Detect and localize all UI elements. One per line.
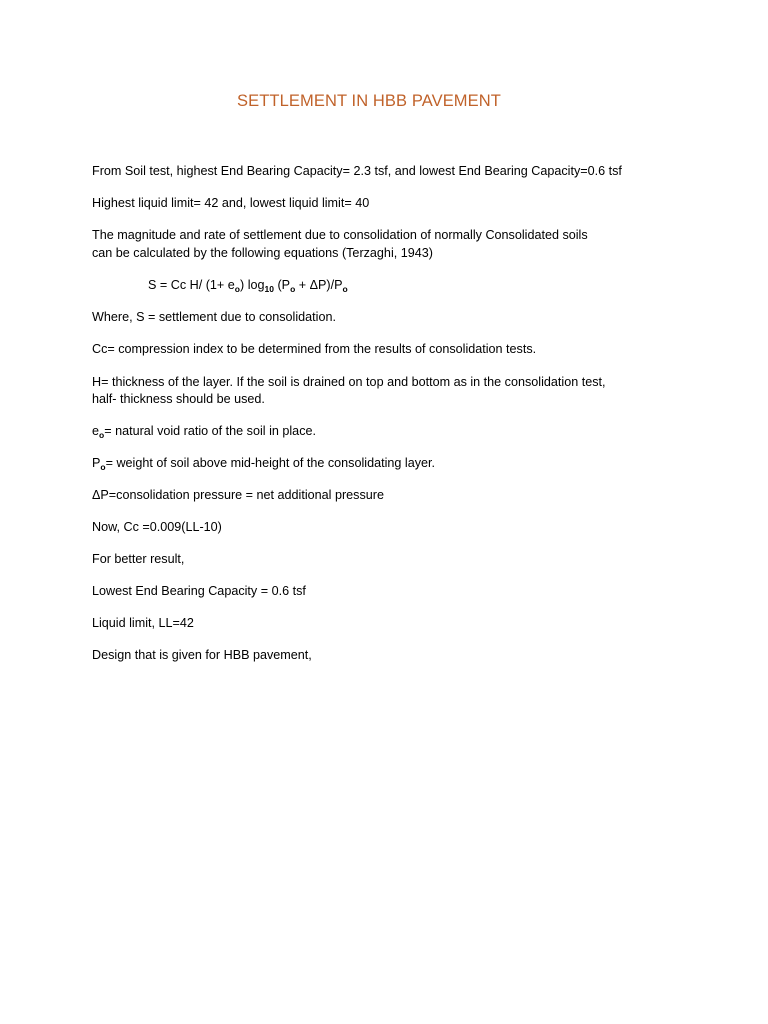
equation-part: ) log — [240, 278, 265, 292]
paragraph-settlement-intro-line2: can be calculated by the following equations (Terzaghi, 1943) — [92, 246, 433, 260]
paragraph-bearing-capacity: From Soil test, highest End Bearing Capacity= 2.3 tsf, and lowest End Bearing Capacity=0.6 tsf — [92, 164, 622, 178]
h-definition-line2: half- thickness should be used. — [92, 392, 265, 406]
where-definition: Where, S = settlement due to consolidation. — [92, 310, 336, 324]
po-subscript: o — [100, 462, 106, 472]
delta-p-definition: ΔP=consolidation pressure = net additional pressure — [92, 488, 384, 502]
settlement-equation — [148, 276, 348, 294]
lowest-bearing-capacity: Lowest End Bearing Capacity = 0.6 tsf — [92, 584, 306, 598]
liquid-limit-value: Liquid limit, LL=42 — [92, 616, 194, 630]
paragraph-settlement-intro-line1: The magnitude and rate of settlement due to consolidation of normally Consolidated soils — [92, 228, 588, 242]
eo-definition — [92, 422, 682, 440]
cc-formula: Now, Cc =0.009(LL-10) — [92, 520, 222, 534]
design-text: Design that is given for HBB pavement, — [92, 648, 312, 662]
eo-text: = natural void ratio of the soil in place. — [104, 424, 316, 438]
h-definition-line1: H= thickness of the layer. If the soil is drained on top and bottom as in the consolidation test, — [92, 375, 606, 389]
equation-subscript: o — [290, 284, 296, 294]
eo-subscript: o — [99, 430, 105, 440]
equation-subscript: o — [234, 284, 240, 294]
equation-part: (P — [273, 278, 291, 292]
eo-symbol: e — [92, 424, 100, 438]
equation-part: + ΔP)/P — [295, 278, 343, 292]
po-text: = weight of soil above mid-height of the consolidating layer. — [105, 456, 435, 470]
equation-part: S = Cc H/ (1+ e — [148, 278, 235, 292]
better-result-text: For better result, — [92, 552, 185, 566]
cc-definition: Cc= compression index to be determined from the results of consolidation tests. — [92, 342, 537, 356]
po-definition — [92, 454, 682, 472]
equation-subscript: 10 — [264, 284, 274, 294]
po-symbol: P — [92, 456, 101, 470]
paragraph-liquid-limit: Highest liquid limit= 42 and, lowest liquid limit= 40 — [92, 196, 370, 210]
document-title: SETTLEMENT IN HBB PAVEMENT — [237, 92, 501, 110]
equation-subscript: o — [342, 284, 348, 294]
